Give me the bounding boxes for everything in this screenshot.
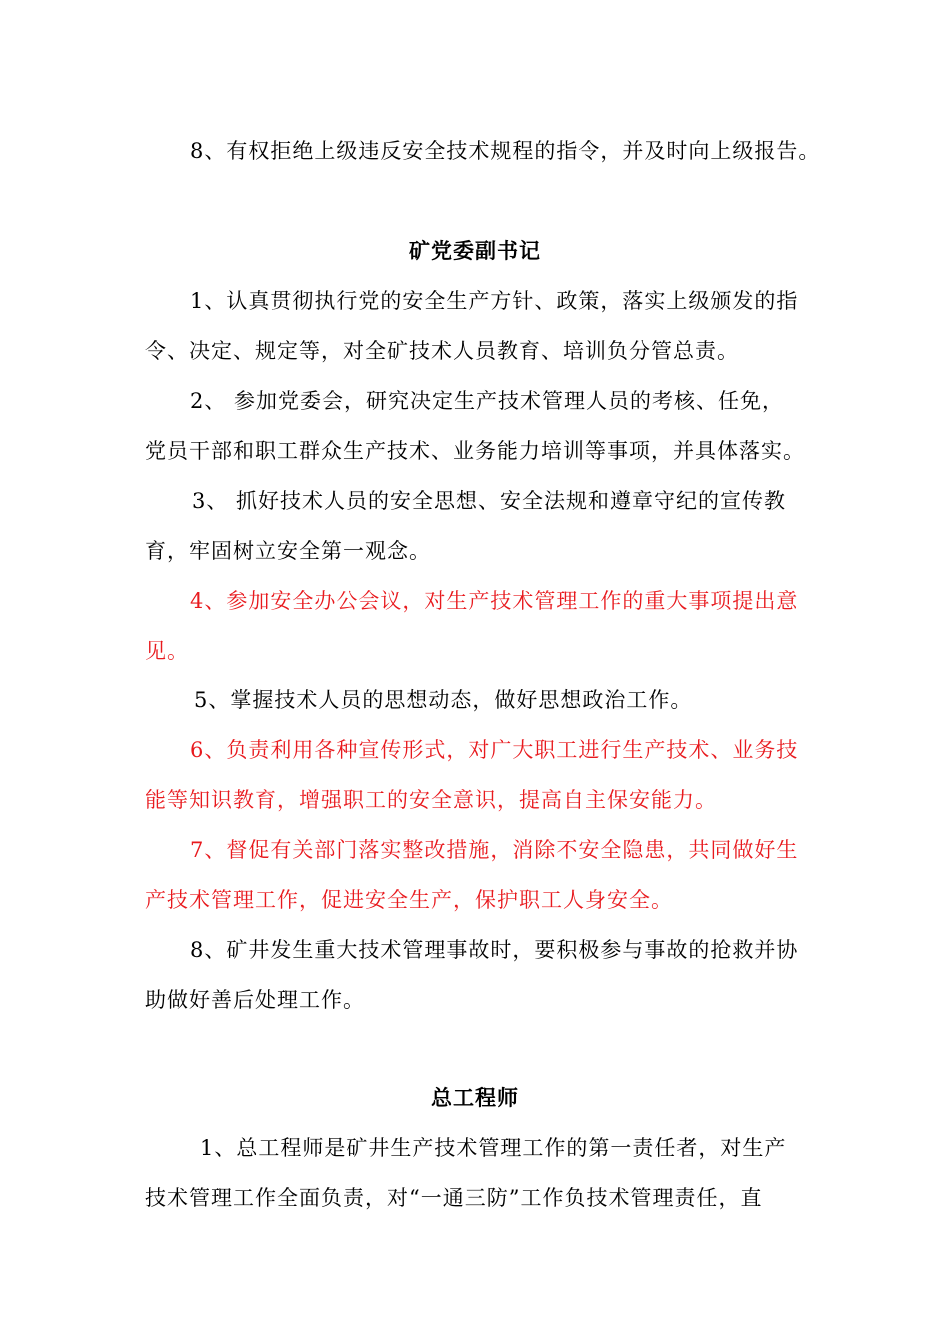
section1-item-8-line1: 8、矿井发生重大技术管理事故时，要积极参与事故的抢救并协 [190,938,799,962]
section1-item-3-line1: 3、 抓好技术人员的安全思想、安全法规和遵章守纪的宣传教 [192,489,787,513]
section1-item-6-line2: 能等知识教育，增强职工的安全意识，提高自主保安能力。 [145,788,717,812]
section1-item-4-line1: 4、参加安全办公会议，对生产技术管理工作的重大事项提出意 [190,589,799,613]
section2-item-1-line2: 技术管理工作全面负责，对“一通三防”工作负技术管理责任，直 [145,1186,763,1210]
section1-item-1-line2: 令、决定、规定等，对全矿技术人员教育、培训负分管总责。 [145,339,739,363]
section1-item-4-line2: 见。 [145,639,189,663]
section-title-chief-engineer: 总工程师 [431,1085,519,1110]
section1-item-7-line2: 产技术管理工作，促进安全生产，保护职工人身安全。 [145,888,673,912]
section1-item-7-line1: 7、督促有关部门落实整改措施，消除不安全隐患，共同做好生 [190,838,799,862]
section2-item-1-line1: 1、总工程师是矿井生产技术管理工作的第一责任者，对生产 [200,1136,787,1160]
section1-item-3-line2: 育，牢固树立安全第一观念。 [145,539,431,563]
section1-item-2-line2: 党员干部和职工群众生产技术、业务能力培训等事项，并具体落实。 [145,439,805,463]
intro-item-8: 8、有权拒绝上级违反安全技术规程的指令，并及时向上级报告。 [190,139,821,163]
section1-item-8-line2: 助做好善后处理工作。 [145,988,365,1012]
section1-item-6-line1: 6、负责利用各种宣传形式，对广大职工进行生产技术、业务技 [190,738,799,762]
section-title-deputy-secretary: 矿党委副书记 [409,238,541,263]
section1-item-2-line1: 2、 参加党委会，研究决定生产技术管理人员的考核、任免， [190,389,785,413]
section1-item-5-line1: 5、掌握技术人员的思想动态，做好思想政治工作。 [194,688,693,712]
section1-item-1-line1: 1、认真贯彻执行党的安全生产方针、政策，落实上级颁发的指 [190,289,799,313]
